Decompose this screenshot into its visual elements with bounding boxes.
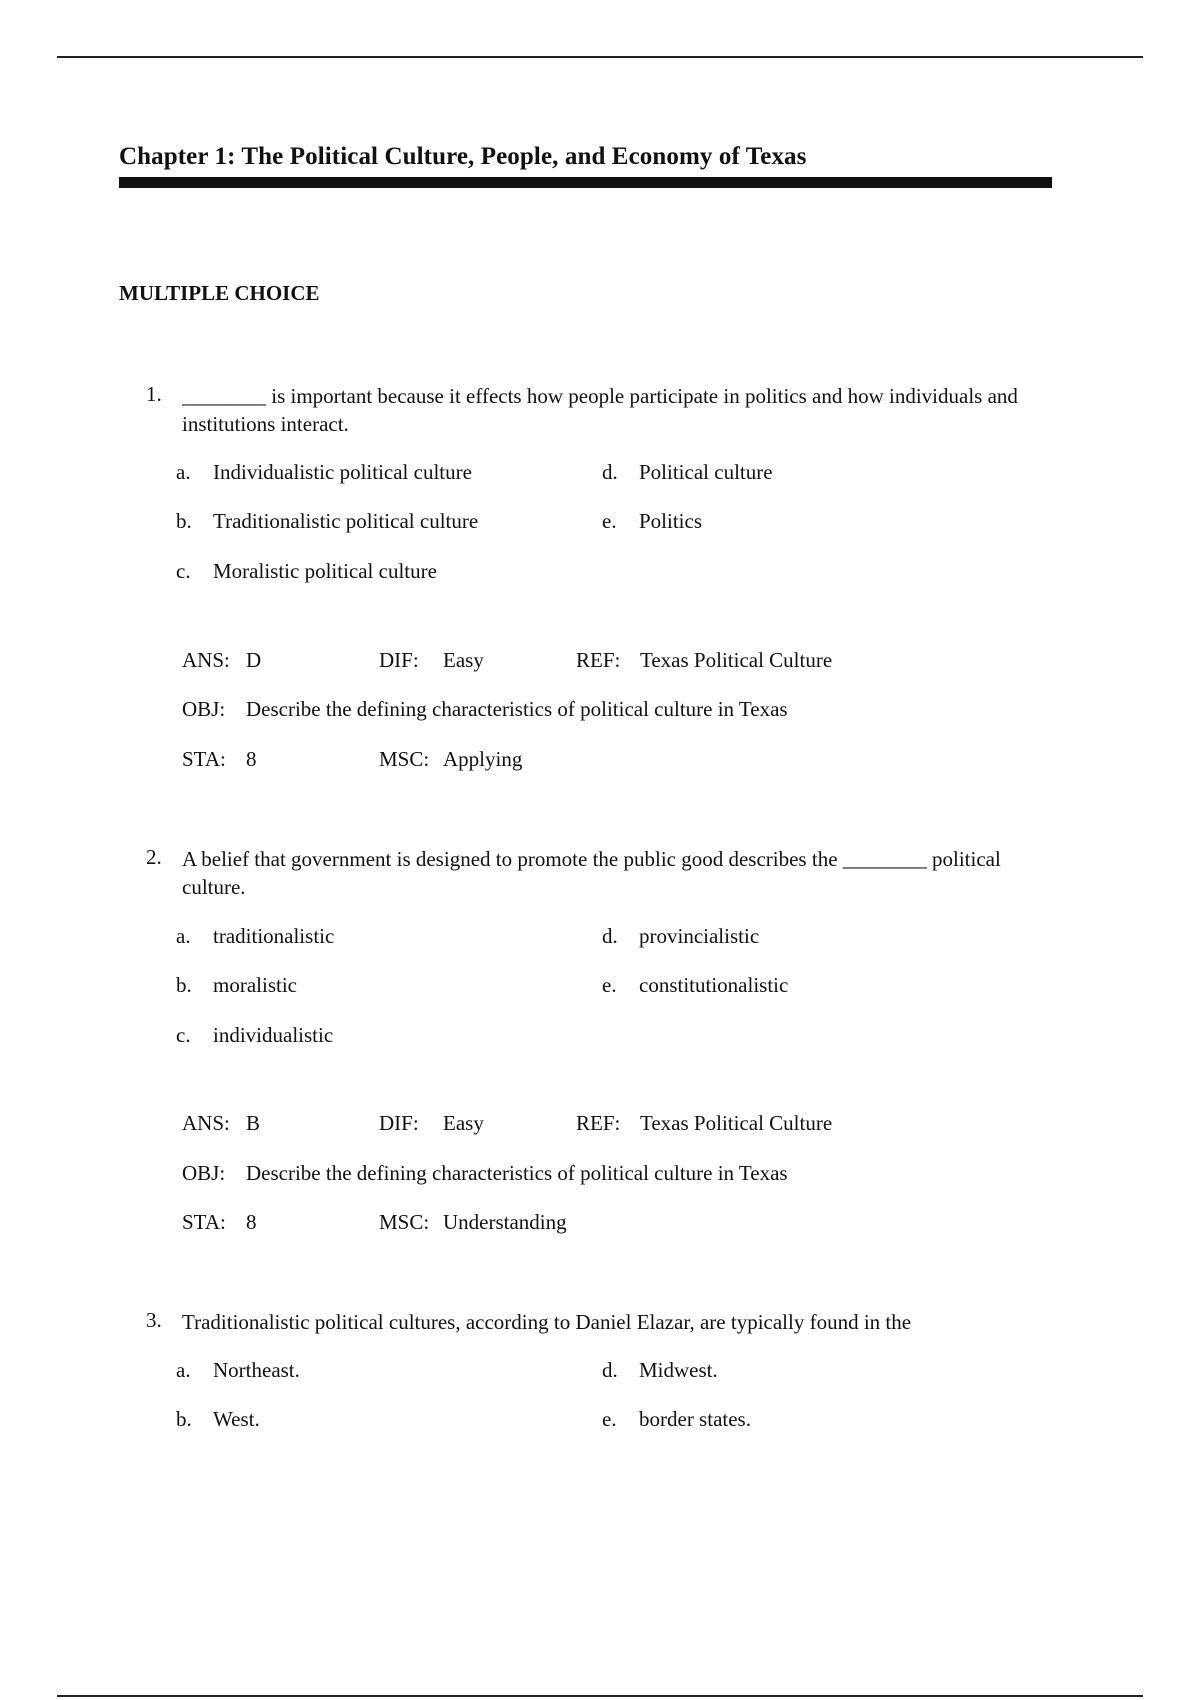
chapter-title: Chapter 1: The Political Culture, People, and Economy of Texas	[119, 143, 807, 170]
sta-label: STA:	[182, 1210, 226, 1234]
choice-text: Northeast.	[213, 1358, 300, 1382]
question-text: Traditionalistic political cultures, according to Daniel Elazar, are typically found in the	[182, 1310, 912, 1334]
obj-value: Describe the defining characteristics of political culture in Texas	[246, 697, 788, 721]
sta-label: STA:	[182, 747, 226, 771]
ans-value: D	[246, 648, 262, 672]
top-rule	[57, 56, 1143, 58]
objective-line	[182, 697, 1082, 725]
ref-label: REF:	[576, 648, 621, 672]
choice-letter: b.	[176, 973, 192, 997]
ref-value: Texas Political Culture	[640, 1111, 833, 1135]
choice-letter: a.	[176, 924, 191, 948]
choice-letter: e.	[602, 509, 617, 533]
msc-value: Understanding	[443, 1210, 567, 1234]
ans-value: B	[246, 1111, 261, 1135]
choice-text: Midwest.	[639, 1358, 718, 1382]
ans-label: ANS:	[182, 1111, 230, 1135]
choice-text: constitutionalistic	[639, 973, 789, 997]
ans-label: ANS:	[182, 648, 230, 672]
choice-letter: c.	[176, 1023, 191, 1047]
choice-letter: d.	[602, 1358, 618, 1382]
choice-letter: e.	[602, 973, 617, 997]
choice-letter: a.	[176, 460, 191, 484]
question-text: ________ is important because it effects how people participate in politics and how individuals and institutions interact.	[182, 384, 1018, 436]
choice-text: Traditionalistic political culture	[213, 509, 479, 533]
choice-text: moralistic	[213, 973, 297, 997]
bottom-rule	[57, 1695, 1143, 1697]
choice-text: traditionalistic	[213, 924, 335, 948]
ref-label: REF:	[576, 1111, 621, 1135]
choice-letter: d.	[602, 460, 618, 484]
dif-label: DIF:	[379, 648, 419, 672]
choice-text: Political culture	[639, 460, 773, 484]
msc-label: MSC:	[379, 747, 430, 771]
title-bar	[119, 177, 1052, 188]
choice-text: Politics	[639, 509, 703, 533]
dif-label: DIF:	[379, 1111, 419, 1135]
question-number: 2.	[146, 845, 162, 869]
choice-letter: c.	[176, 559, 191, 583]
question-text: A belief that government is designed to promote the public good describes the ________ political culture.	[182, 847, 1001, 899]
standard-line	[182, 747, 1082, 775]
section-heading: MULTIPLE CHOICE	[119, 281, 320, 305]
objective-line	[182, 1161, 1082, 1189]
ref-value: Texas Political Culture	[640, 648, 833, 672]
choice-letter: b.	[176, 1407, 192, 1431]
dif-value: Easy	[443, 1111, 484, 1135]
msc-label: MSC:	[379, 1210, 430, 1234]
choice-text: border states.	[639, 1407, 751, 1431]
msc-value: Applying	[443, 747, 523, 771]
obj-label: OBJ:	[182, 1161, 226, 1185]
obj-value: Describe the defining characteristics of political culture in Texas	[246, 1161, 788, 1185]
choice-text: individualistic	[213, 1023, 334, 1047]
obj-label: OBJ:	[182, 697, 226, 721]
choice-letter: e.	[602, 1407, 617, 1431]
choice-letter: a.	[176, 1358, 191, 1382]
choice-letter: d.	[602, 924, 618, 948]
dif-value: Easy	[443, 648, 484, 672]
choice-text: Individualistic political culture	[213, 460, 472, 484]
sta-value: 8	[246, 1210, 257, 1234]
choice-letter: b.	[176, 509, 192, 533]
answer-line	[182, 1111, 1082, 1139]
choice-text: provincialistic	[639, 924, 760, 948]
sta-value: 8	[246, 747, 257, 771]
standard-line	[182, 1210, 1082, 1238]
choice-text: West.	[213, 1407, 260, 1431]
choice-text: Moralistic political culture	[213, 559, 437, 583]
question-number: 3.	[146, 1308, 162, 1332]
question-number: 1.	[146, 382, 162, 406]
answer-line	[182, 648, 1082, 676]
